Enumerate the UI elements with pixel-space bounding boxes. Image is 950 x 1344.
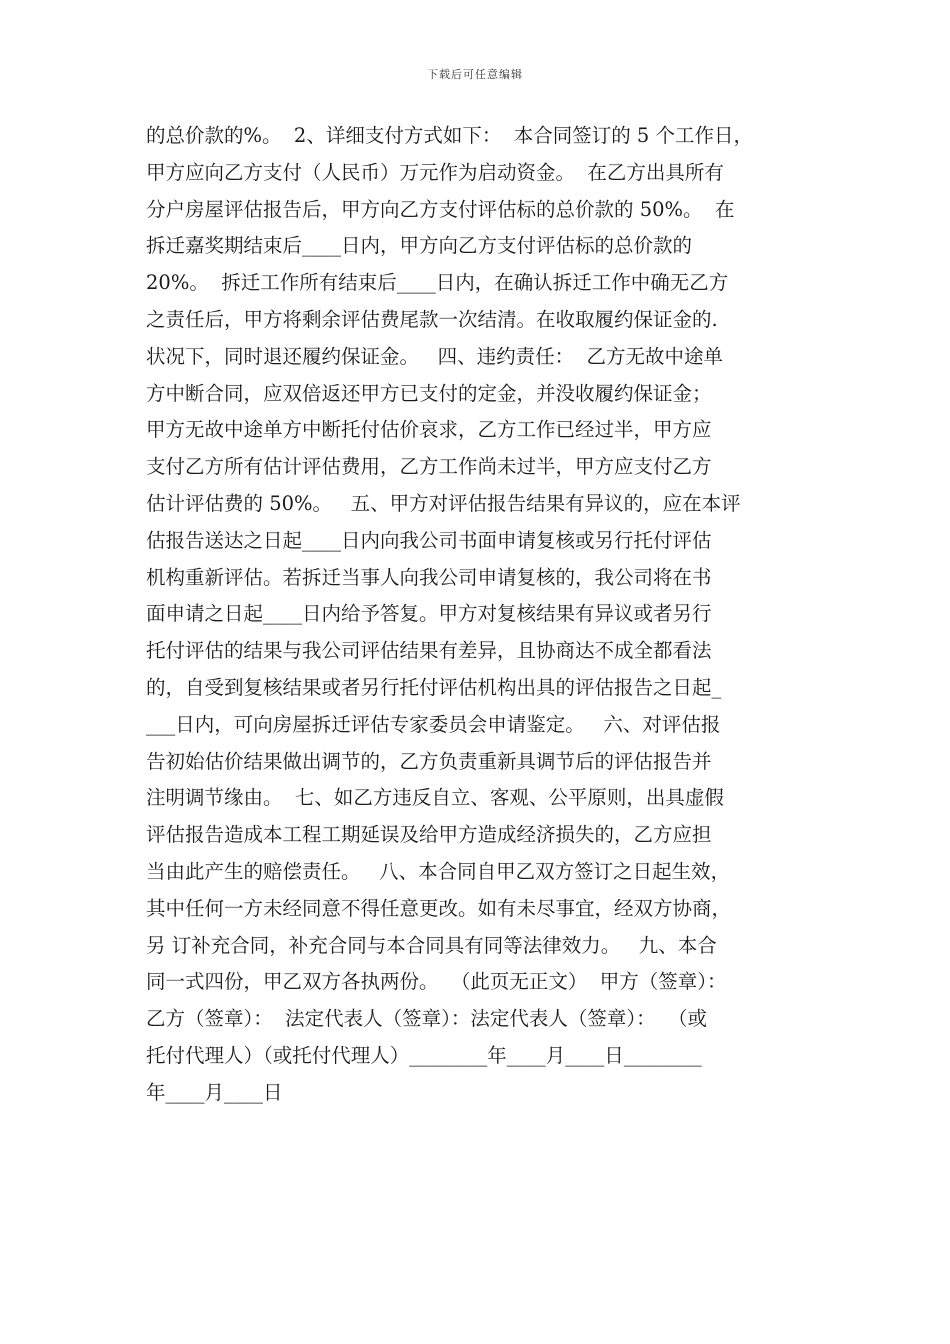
body-line: 注明调节缘由。 七、如乙方违反自立、客观、公平原则，出具虚假 (146, 786, 724, 810)
body-line: 支付乙方所有估计评估费用，乙方工作尚未过半，甲方应支付乙方 (146, 455, 712, 479)
body-line: 面申请之日起____日内给予答复。甲方对复核结果有异议或者另行 (146, 602, 712, 626)
body-line: 方中断合同，应双倍返还甲方已支付的定金，并没收履约保证金； (146, 381, 712, 405)
body-line: ___日内，可向房屋拆迁评估专家委员会申请鉴定。 六、对评估报 (146, 712, 721, 736)
body-line: 之责任后，甲方将剩余评估费尾款一次结清。在收取履约保证金的. (146, 307, 718, 331)
body-line: 托付代理人）（或托付代理人）________年____月____日________ (146, 1043, 702, 1067)
body-line: 20%。 拆迁工作所有结束后____日内，在确认拆迁工作中确无乙方 (146, 271, 729, 295)
body-line: 乙方（签章）： 法定代表人（签章）：法定代表人（签章）： （或 (146, 1007, 708, 1031)
body-line: 估计评估费的 50%。 五、甲方对评估报告结果有异议的，应在本评 (146, 491, 741, 515)
body-line: 评估报告造成本工程工期延误及给甲方造成经济损失的，乙方应担 (146, 823, 712, 847)
body-line: 状况下，同时退还履约保证金。 四、违约责任： 乙方无故中途单 (146, 344, 723, 368)
body-line: 另 订补充合同，补充合同与本合同具有同等法律效力。 九、本合 (146, 933, 717, 957)
body-line: 托付评估的结果与我公司评估结果有差异，且协商达不成全都看法 (146, 639, 712, 663)
body-line: 估报告送达之日起____日内向我公司书面申请复核或另行托付评估 (146, 528, 712, 552)
body-line: 的，自受到复核结果或者另行托付评估机构出具的评估报告之日起_ (146, 675, 722, 699)
body-line: 告初始估价结果做出调节的，乙方负责重新具调节后的评估报告并 (146, 749, 712, 773)
body-line: 机构重新评估。若拆迁当事人向我公司申请复核的，我公司将在书 (146, 565, 712, 589)
body-line: 年____月____日 (146, 1080, 283, 1104)
body-line: 甲方应向乙方支付（人民币）万元作为启动资金。 在乙方出具所有 (146, 160, 724, 184)
body-line: 甲方无故中途单方中断托付估价哀求，乙方工作已经过半，甲方应 (146, 418, 712, 442)
page-header: 下载后可任意编辑 (427, 68, 523, 81)
body-line: 其中任何一方未经同意不得任意更改。如有未尽事宜，经双方协商， (146, 896, 732, 920)
body-line: 分户房屋评估报告后，甲方向乙方支付评估标的总价款的 50%。 在 (146, 197, 735, 221)
body-line: 的总价款的%。 2、详细支付方式如下： 本合同签订的 5 个工作日， (146, 124, 754, 147)
body-line: 拆迁嘉奖期结束后____日内，甲方向乙方支付评估标的总价款的 (146, 234, 693, 258)
document-body (146, 118, 810, 1112)
body-line: 同一式四份，甲乙双方各执两份。 （此页无正文） 甲方（签章）： (146, 970, 727, 994)
body-line: 当由此产生的赔偿责任。 八、本合同自甲乙双方签订之日起生效， (146, 859, 731, 883)
